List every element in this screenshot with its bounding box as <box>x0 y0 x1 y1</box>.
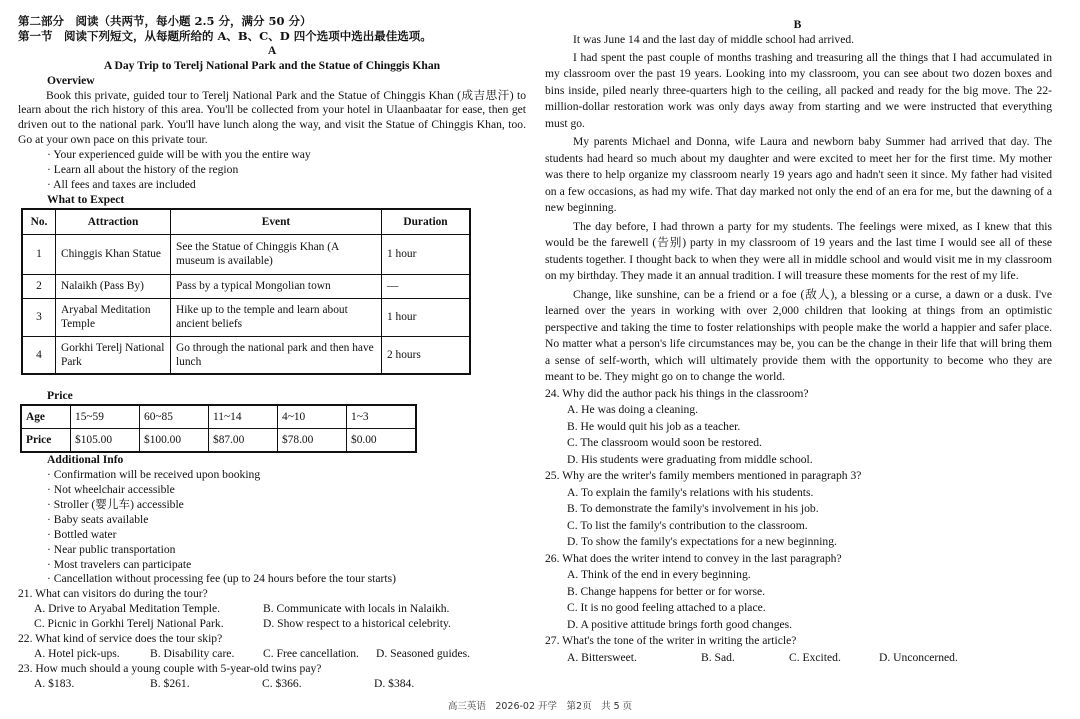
option-b[interactable]: B. Communicate with locals in Nalaikh. <box>263 602 450 616</box>
option-d[interactable]: D. His students were graduating from middle school. <box>567 452 813 466</box>
option-c[interactable]: C. $366. <box>262 676 302 690</box>
option-a[interactable]: A. Hotel pick-ups. <box>34 646 120 660</box>
price-cell: 60~85 <box>140 405 209 429</box>
passage-paragraph: The day before, I had thrown a party for my students. The feelings were mixed, as I knew that this would be the farewell (告别) party in my classroom of 19 years and the last time I would see all of these students together. I thought back to when they were all in middle school and would visit me in my classroom on my birthday. They made it an annual tradition. I will treasure these moments for the rest of my life. <box>545 219 1052 283</box>
price-cell: 1~3 <box>347 405 417 429</box>
table-cell: — <box>382 274 471 298</box>
price-cell: $78.00 <box>278 429 347 453</box>
option-d[interactable]: D. Unconcerned. <box>879 650 958 664</box>
right-column <box>545 18 1052 666</box>
info-bullet: · Baby seats available <box>47 512 149 526</box>
info-bullet: · Cancellation without processing fee (up to 24 hours before the tour starts) <box>47 572 397 586</box>
price-row-label: Age <box>21 405 71 429</box>
price-heading: Price <box>47 389 73 403</box>
section-header: 第一节 阅读下列短文，从每题所给的 A、B、C、D 四个选项中选出最佳选项。 <box>18 28 432 43</box>
table-header: No. <box>22 209 56 235</box>
option-a[interactable]: A. Think of the end in every beginning. <box>567 568 751 582</box>
option-c[interactable]: C. The classroom would soon be restored. <box>567 436 762 450</box>
table-cell: Chinggis Khan Statue <box>56 234 171 274</box>
option-c[interactable]: C. Free cancellation. <box>263 646 359 660</box>
option-d[interactable]: D. $384. <box>374 676 415 690</box>
passage-letter-a: A <box>267 43 277 57</box>
option-c[interactable]: C. To list the family's contribution to the classroom. <box>567 518 808 532</box>
table-cell: Aryabal Meditation Temple <box>56 298 171 336</box>
option-a[interactable]: A. Bittersweet. <box>567 650 637 664</box>
option-a[interactable]: A. Drive to Aryabal Meditation Temple. <box>34 602 221 616</box>
passage-paragraph: My parents Michael and Donna, wife Laura and newborn baby Summer had arrived that day. The students had heard so much about my daughter and were excited to meet her for the first time. My mother was there to help organize my classroom nearly 19 years ago and hadn't seen it since. My father had visited on a few occasions, as had my wife. That day marked not only the end of an era for me, but the dawning of a new beginning. <box>545 135 1052 215</box>
price-cell: $100.00 <box>140 429 209 453</box>
option-c[interactable]: C. Excited. <box>789 650 841 664</box>
question-26: 26. What does the writer intend to convey in the last paragraph? <box>545 551 842 565</box>
option-b[interactable]: B. To demonstrate the family's involvement in his job. <box>567 502 819 516</box>
table-cell: Hike up to the temple and learn about ancient beliefs <box>171 298 382 336</box>
question-24: 24. Why did the author pack his things in the classroom? <box>545 386 809 400</box>
question-27: 27. What's the tone of the writer in writing the article? <box>545 634 797 648</box>
price-row-label: Price <box>21 429 71 453</box>
table-header: Attraction <box>56 209 171 235</box>
option-c[interactable]: C. Picnic in Gorkhi Terelj National Park. <box>34 617 224 631</box>
table-cell: 3 <box>22 298 56 336</box>
passage-title: A Day Trip to Terelj National Park and the Statue of Chinggis Khan <box>103 58 441 72</box>
info-bullets <box>18 468 526 587</box>
price-cell: 11~14 <box>209 405 278 429</box>
q22-options <box>18 647 526 662</box>
expect-table <box>21 208 471 376</box>
price-cell: $87.00 <box>209 429 278 453</box>
part-header: 第二部分 阅读（共两节，每小题 2.5 分，满分 50 分） <box>18 14 312 28</box>
table-cell: 2 <box>22 274 56 298</box>
left-column <box>18 14 526 692</box>
overview-bullet: · Learn all about the history of the region <box>47 163 239 177</box>
question-21: 21. What can visitors do during the tour? <box>18 587 208 601</box>
option-c[interactable]: C. It is no good feeling attached to a place. <box>567 601 766 615</box>
overview-bullet: · Your experienced guide will be with you the entire way <box>47 148 311 162</box>
price-cell: $105.00 <box>71 429 140 453</box>
option-b[interactable]: B. Sad. <box>701 650 735 664</box>
table-row <box>22 298 470 336</box>
passage-paragraph: Change, like sunshine, can be a friend or a foe (敌人), a blessing or a curse, a dawn or a dusk. I've learned over the years in working with over 2,000 children that looking at things from an optimistic perspective and taking the time to foster relationships with people make the world a happier and safer place. No matter what a person's life circumstances may be, you can be the change in their life that will bring them a sense of self-worth, which will ultimately provide them with the opportunity to become who they are meant to be. They might go on to change the world. <box>545 287 1052 384</box>
option-a[interactable]: A. $183. <box>34 676 75 690</box>
option-b[interactable]: B. $261. <box>150 676 190 690</box>
q21-options-row <box>18 617 526 632</box>
table-header-row <box>22 209 470 235</box>
option-b[interactable]: B. Change happens for better or for worse. <box>567 584 765 598</box>
price-age-row <box>21 405 416 429</box>
overview-bullets <box>18 148 526 193</box>
table-cell: 1 hour <box>382 298 471 336</box>
price-cell: 15~59 <box>71 405 140 429</box>
price-table <box>20 404 417 453</box>
table-cell: Nalaikh (Pass By) <box>56 274 171 298</box>
option-d[interactable]: D. To show the family's expectations for a new beginning. <box>567 535 837 549</box>
overview-heading: Overview <box>47 73 95 87</box>
info-heading: Additional Info <box>47 453 124 467</box>
option-d[interactable]: D. A positive attitude brings forth good changes. <box>567 617 793 631</box>
price-cell: 4~10 <box>278 405 347 429</box>
table-cell: Pass by a typical Mongolian town <box>171 274 382 298</box>
option-b[interactable]: B. He would quit his job as a teacher. <box>567 419 741 433</box>
table-cell: 2 hours <box>382 336 471 374</box>
info-bullet: · Not wheelchair accessible <box>47 483 175 496</box>
info-bullet: · Stroller (婴儿车) accessible <box>47 497 184 511</box>
question-22: 22. What kind of service does the tour skip? <box>18 632 223 646</box>
info-bullet: · Most travelers can participate <box>47 557 192 571</box>
table-cell: Go through the national park and then have lunch <box>171 336 382 374</box>
table-row <box>22 234 470 274</box>
info-bullet: · Near public transportation <box>47 542 176 556</box>
table-row <box>22 274 470 298</box>
option-d[interactable]: D. Show respect to a historical celebrity. <box>263 617 451 631</box>
overview-bullet: · All fees and taxes are included <box>47 177 196 191</box>
option-d[interactable]: D. Seasoned guides. <box>376 646 471 660</box>
q21-options-row <box>18 602 526 617</box>
passage-letter-b: B <box>793 18 802 31</box>
option-a[interactable]: A. He was doing a cleaning. <box>567 403 699 417</box>
page-footer: 高三英语 2026-02 开学 第2页 共 5 页 <box>447 701 633 712</box>
q23-options <box>18 677 526 692</box>
question-25: 25. Why are the writer's family members mentioned in paragraph 3? <box>545 469 862 483</box>
table-header: Event <box>171 209 382 235</box>
info-bullet: · Confirmation will be received upon booking <box>47 468 261 482</box>
table-cell: See the Statue of Chinggis Khan (A museum is available) <box>171 234 382 274</box>
option-a[interactable]: A. To explain the family's relations with his students. <box>567 485 814 499</box>
table-header: Duration <box>382 209 471 235</box>
option-b[interactable]: B. Disability care. <box>150 646 235 660</box>
passage-paragraph: It was June 14 and the last day of middle school had arrived. <box>573 32 855 46</box>
table-cell: 1 <box>22 234 56 274</box>
question-23: 23. How much should a young couple with 5-year-old twins pay? <box>18 661 322 675</box>
table-cell: 4 <box>22 336 56 374</box>
table-cell: Gorkhi Terelj National Park <box>56 336 171 374</box>
passage-paragraph: I had spent the past couple of months trashing and treasuring all the things that I had accumulated in my classroom over the past 19 years. Looking into my classroom, you can see about two dozen boxes and bins inside, piled nearly three-quarters high to the ceiling, all packed and ready for the big move. The 22-million-dollar restoration work was only days away from starting and we were instructed that everything must go. <box>545 50 1052 130</box>
expect-heading: What to Expect <box>47 192 125 206</box>
q27-options <box>545 650 1052 667</box>
table-cell: 1 hour <box>382 234 471 274</box>
table-row <box>22 336 470 374</box>
price-cell: $0.00 <box>347 429 417 453</box>
price-value-row <box>21 429 416 453</box>
info-bullet: · Bottled water <box>47 527 117 541</box>
overview-text: Book this private, guided tour to Terelj National Park and the Statue of Chinggis Khan (成吉思汗) to learn about the rich history of this area. You'll be collected from your hotel in Ulaanbaatar for ease, then get driven out to the national park. You'll have lunch along the way, and visit the Statue of Chinggis Khan, too. Go at your own pace on this private tour. <box>18 88 526 147</box>
